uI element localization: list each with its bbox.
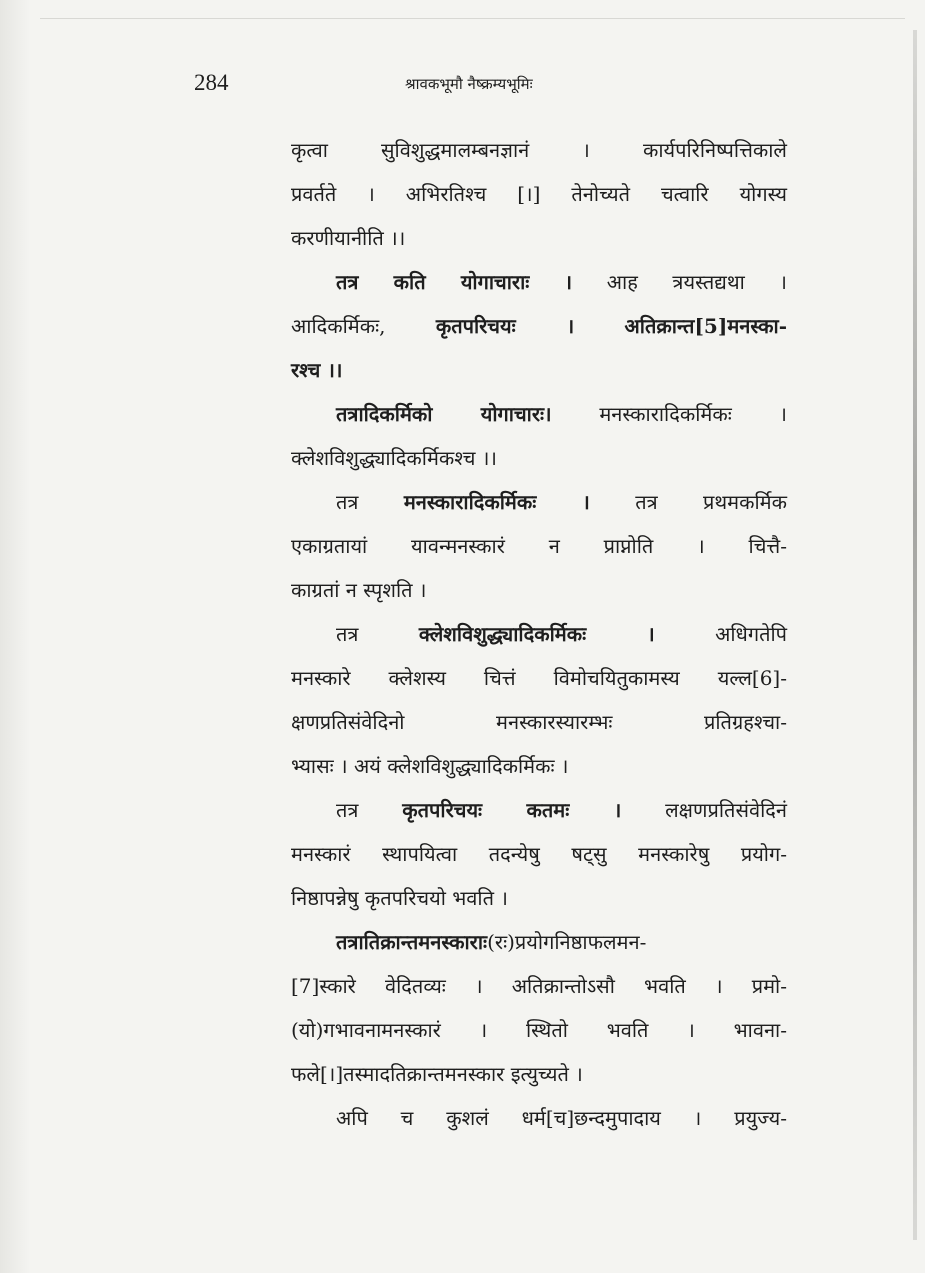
text-line: करणीयानीति ।। [291, 226, 406, 250]
text-line: फले[।]तस्मादतिक्रान्तमनस्कार इत्युच्यते । [291, 1062, 583, 1086]
text-line: काग्रतां न स्पृशति । [291, 578, 427, 602]
text-line: तत्र कति योगाचाराः । आह त्रयस्तद्यथा । [336, 270, 787, 294]
text-line: रश्च ।। [291, 358, 343, 382]
text-line: एकाग्रतायां यावन्मनस्कारं न प्राप्नोति । चित्तै- [291, 534, 787, 558]
section-heading: कृतपरिचयः कतमः । [402, 798, 622, 822]
text-line: कृत्वा सुविशुद्धमालम्बनज्ञानं । कार्यपरिनिष्पत्तिकाले [291, 138, 787, 162]
text-line: अपि च कुशलं धर्म[च]छन्दमुपादाय । प्रयुज्य- [336, 1106, 787, 1130]
text-line: मनस्कारे क्लेशस्य चित्तं विमोचयितुकामस्य यल्ल[6]- [291, 666, 787, 690]
page-shadow-left [0, 0, 30, 1273]
text-line: भ्यासः । अयं क्लेशविशुद्ध्यादिकर्मिकः । [291, 754, 569, 778]
page-number: 284 [194, 70, 229, 95]
text-line: क्लेशविशुद्ध्यादिकर्मिकश्च ।। [291, 446, 497, 470]
text-line: तत्र कृतपरिचयः कतमः । लक्षणप्रतिसंवेदिनं [336, 798, 787, 822]
section-heading: तत्रातिक्रान्तमनस्काराः [336, 930, 488, 954]
text-line: निष्ठापन्नेषु कृतपरिचयो भवति । [291, 886, 508, 910]
text-line: क्षणप्रतिसंवेदिनो मनस्कारस्यारम्भः प्रतिग्रहश्चा- [291, 710, 787, 734]
text-line: (यो)गभावनामनस्कारं । स्थितो भवति । भावना- [291, 1018, 787, 1042]
section-heading: तत्र कति योगाचाराः । [336, 270, 573, 294]
text-line: मनस्कारं स्थापयित्वा तदन्येषु षट्सु मनस्कारेषु प्रयोग- [291, 842, 787, 866]
text-line: [7]स्कारे वेदितव्यः । अतिक्रान्तोऽसौ भवति । प्रमो- [291, 974, 787, 998]
page-top-edge [40, 18, 905, 19]
section-heading: मनस्कारादिकर्मिकः । [403, 490, 590, 514]
text-line: तत्रादिकर्मिको योगाचारः। मनस्कारादिकर्मिकः । [336, 402, 787, 426]
page-binding-edge [913, 30, 917, 1240]
running-head: श्रावकभूमौ नैष्क्रम्यभूमिः [405, 75, 533, 93]
text-line: तत्र क्लेशविशुद्ध्यादिकर्मिकः । अधिगतेपि [336, 622, 788, 646]
text-line: तत्रातिक्रान्तमनस्काराः(रः)प्रयोगनिष्ठाफलमन- [336, 930, 647, 954]
section-heading: तत्रादिकर्मिको योगाचारः। [336, 402, 552, 426]
text-line: तत्र मनस्कारादिकर्मिकः । तत्र प्रथमकर्मिक [336, 490, 787, 514]
text-line: प्रवर्तते । अभिरतिश्च [।] तेनोच्यते चत्वारि योगस्य [291, 182, 787, 206]
text-line: आदिकर्मिकः, कृतपरिचयः । अतिक्रान्त[5]मनस्का- [291, 314, 787, 338]
section-heading: क्लेशविशुद्ध्यादिकर्मिकः । [418, 622, 655, 646]
